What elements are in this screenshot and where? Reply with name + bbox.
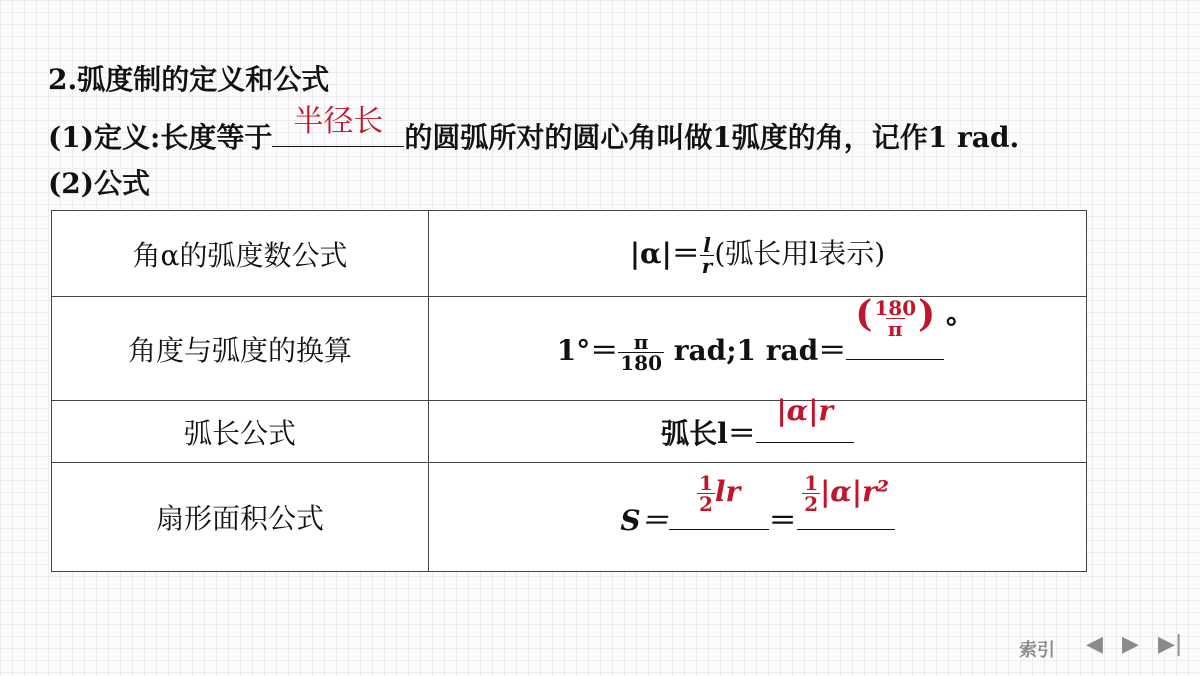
arc-length-answer: |α|r <box>776 393 834 427</box>
area-answer-2 <box>797 473 895 514</box>
prev-icon[interactable]: ◀ <box>1086 632 1103 657</box>
area-blank-2 <box>797 471 895 530</box>
fraction-l-over-r <box>700 232 715 278</box>
row-formula <box>429 393 1087 463</box>
degree-sign: ° <box>944 311 959 345</box>
definition-blank <box>272 104 404 147</box>
area-answer-1 <box>669 473 769 514</box>
area-lhs: S＝ <box>620 504 669 537</box>
frac-num: 1 <box>698 471 713 495</box>
conversion-answer: ( $\frac{180}{\pi}$ ) <box>855 292 936 341</box>
formula-note: (弧长用l表示) <box>714 236 886 270</box>
row-formula <box>429 463 1087 572</box>
one-degree: 1°＝ <box>556 333 619 367</box>
next-icon[interactable]: ▶ <box>1122 632 1139 657</box>
definition-suffix: 的圆弧所对的圆心角叫做1弧度的角，记作1 rad. <box>404 121 1020 154</box>
frac-num: π <box>633 329 649 354</box>
definition-answer: 半径长 <box>293 104 384 139</box>
row-label: 角度与弧度的换算 <box>52 297 429 401</box>
definition-line <box>48 104 1020 156</box>
rad-text: rad;1 rad＝ <box>663 333 847 367</box>
table-row <box>52 297 1087 401</box>
fraction-one-half <box>697 473 715 514</box>
frac-num: 1 <box>804 471 819 495</box>
section-heading: 2.弧度制的定义和公式 <box>48 63 330 96</box>
frac-num: l <box>703 232 711 257</box>
row-label: 弧长公式 <box>52 401 429 463</box>
formula-table <box>51 210 1087 572</box>
frac-den: π <box>887 316 903 341</box>
frac-den: r <box>701 253 713 278</box>
arc-length-blank <box>756 393 854 443</box>
definition-prefix: (1)定义:长度等于 <box>48 121 273 154</box>
table-row <box>52 463 1087 572</box>
fraction-pi-over-180 <box>618 329 664 375</box>
abs-alpha: |α|＝ <box>629 236 700 270</box>
formula-heading: (2)公式 <box>48 167 150 200</box>
last-page-icon[interactable]: ▶| <box>1158 632 1183 657</box>
fraction-180-over-pi <box>872 295 918 341</box>
table-row <box>52 211 1087 297</box>
row-formula <box>429 292 1087 401</box>
row-formula <box>429 211 1087 297</box>
area-answer-2-tail: |α|r² <box>820 475 890 508</box>
area-blank-1 <box>669 471 769 530</box>
frac-den: 2 <box>804 492 819 516</box>
arc-length-lhs: 弧长l＝ <box>661 416 756 450</box>
frac-den: 2 <box>698 492 713 516</box>
index-link[interactable]: 索引 <box>1019 640 1055 661</box>
frac-den: 180 <box>620 350 662 375</box>
area-answer-1-tail: lr <box>714 475 741 508</box>
conversion-blank <box>846 292 944 360</box>
table-row <box>52 401 1087 463</box>
equals-sign: ＝ <box>768 504 797 537</box>
fraction-one-half <box>802 473 820 514</box>
row-label: 角α的弧度数公式 <box>52 211 429 297</box>
row-label: 扇形面积公式 <box>52 463 429 572</box>
frac-num: 180 <box>874 295 917 320</box>
